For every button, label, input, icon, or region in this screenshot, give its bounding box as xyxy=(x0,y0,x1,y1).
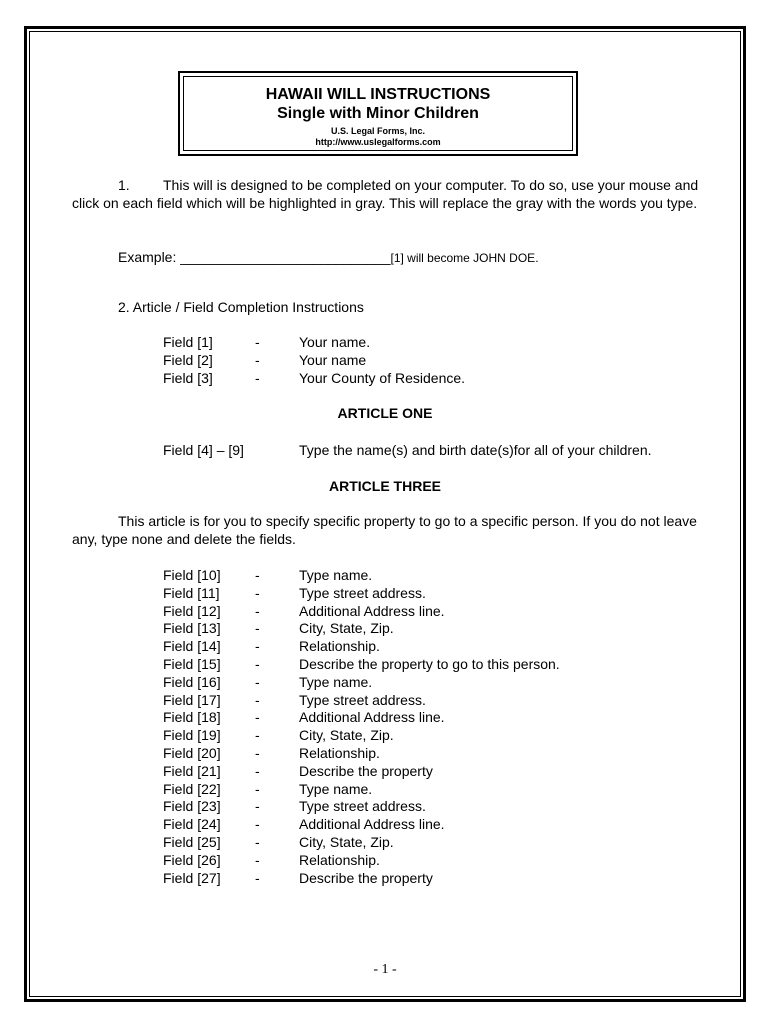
field-row xyxy=(0,638,770,656)
field-label: Field [13] xyxy=(163,620,221,637)
field-label: Field [1] xyxy=(163,334,213,350)
field-label: Field [23] xyxy=(163,798,221,815)
paragraph-text: This will is designed to be completed on your computer. To do so, use your mouse and click on each field which will be highlighted in gray. This will replace the gray with the words you type. xyxy=(72,177,699,211)
field-dash: - xyxy=(255,334,260,350)
article-three-heading: ARTICLE THREE xyxy=(329,478,441,494)
field-label: Field [16] xyxy=(163,673,221,690)
field-label: Field [17] xyxy=(163,691,221,708)
section-2-heading: 2. Article / Field Completion Instructions xyxy=(118,299,364,315)
field-description: Type name. xyxy=(299,567,373,583)
field-row xyxy=(0,620,770,638)
field-row xyxy=(0,727,770,745)
field-row xyxy=(0,603,770,621)
field-label: Field [4] – [9] xyxy=(163,442,244,458)
field-label: Field [25] xyxy=(163,834,221,850)
field-dash: - xyxy=(255,727,260,744)
field-dash: - xyxy=(255,709,260,726)
document-title: HAWAII WILL INSTRUCTIONS xyxy=(265,86,491,103)
field-row xyxy=(0,656,770,674)
page-number: - 1 - xyxy=(373,962,397,977)
field-dash: - xyxy=(255,869,260,886)
field-label: Field [12] xyxy=(163,602,221,619)
field-description: Type street address. xyxy=(299,584,426,601)
field-row xyxy=(0,334,770,352)
field-label: Field [19] xyxy=(163,727,221,744)
field-row xyxy=(0,567,770,585)
field-description: Additional Address line. xyxy=(299,709,445,726)
field-description: Describe the property to go to this person. xyxy=(299,656,560,672)
example-field: [1] will become JOHN DOE. xyxy=(390,251,539,265)
field-row xyxy=(0,352,770,370)
field-dash: - xyxy=(255,762,260,779)
field-label: Field [10] xyxy=(163,567,221,583)
field-dash: - xyxy=(255,851,260,868)
field-description: Your County of Residence. xyxy=(299,369,466,386)
field-description: Type name. xyxy=(299,780,373,797)
field-description: Describe the property xyxy=(299,762,433,779)
field-description: City, State, Zip. xyxy=(299,834,394,850)
instruction-paragraph-1 xyxy=(72,177,702,212)
field-dash: - xyxy=(255,369,260,386)
field-description: Additional Address line. xyxy=(299,602,445,619)
field-description: Type the name(s) and birth date(s)for all of your children. xyxy=(299,442,652,458)
field-label: Field [27] xyxy=(163,869,221,886)
title-box-inner xyxy=(183,76,573,151)
field-dash: - xyxy=(255,780,260,797)
field-row xyxy=(0,585,770,603)
document-subtitle: Single with Minor Children xyxy=(277,105,479,122)
field-row xyxy=(0,692,770,710)
field-row xyxy=(0,745,770,763)
field-dash: - xyxy=(255,798,260,815)
title-box xyxy=(178,71,578,156)
article-one-heading: ARTICLE ONE xyxy=(337,405,433,421)
field-label: Field [15] xyxy=(163,656,221,672)
field-label: Field [18] xyxy=(163,709,221,726)
field-label: Field [11] xyxy=(163,584,220,601)
field-dash: - xyxy=(255,602,260,619)
field-description: Relationship. xyxy=(299,745,380,761)
paragraph-number: 1. xyxy=(118,177,130,193)
field-description: Type street address. xyxy=(299,691,426,708)
example-line xyxy=(118,249,539,268)
field-row xyxy=(0,370,770,388)
field-dash: - xyxy=(255,745,260,761)
field-label: Field [20] xyxy=(163,745,221,761)
example-label: Example: ___________________________ xyxy=(118,249,391,265)
field-description: Type name. xyxy=(299,673,373,690)
field-description: Your name xyxy=(299,351,367,368)
article-one-field-row xyxy=(0,442,770,460)
field-row xyxy=(0,816,770,834)
field-dash: - xyxy=(255,673,260,690)
field-row xyxy=(0,798,770,816)
field-row xyxy=(0,709,770,727)
field-description: City, State, Zip. xyxy=(299,727,394,744)
field-label: Field [14] xyxy=(163,638,221,655)
field-description: Your name. xyxy=(299,334,371,350)
field-description: Additional Address line. xyxy=(299,816,445,833)
company-name: U.S. Legal Forms, Inc. xyxy=(330,126,426,136)
field-dash: - xyxy=(255,816,260,833)
article-three-paragraph: This article is for you to specify specific property to go to a specific person. If you do not leave any, type none and delete the fields. xyxy=(72,513,697,547)
field-dash: - xyxy=(255,834,260,850)
field-dash: - xyxy=(255,638,260,655)
field-row xyxy=(0,763,770,781)
field-description: Describe the property xyxy=(299,869,433,886)
field-dash: - xyxy=(255,691,260,708)
field-dash: - xyxy=(255,656,260,672)
company-url: http://www.uslegalforms.com xyxy=(315,137,441,147)
field-dash: - xyxy=(255,620,260,637)
field-row xyxy=(0,834,770,852)
field-dash: - xyxy=(255,584,260,601)
field-row xyxy=(0,781,770,799)
field-description: Relationship. xyxy=(299,851,380,868)
field-label: Field [24] xyxy=(163,816,221,833)
field-label: Field [3] xyxy=(163,369,213,386)
field-description: City, State, Zip. xyxy=(299,620,394,637)
field-label: Field [22] xyxy=(163,780,221,797)
field-row xyxy=(0,870,770,888)
field-row xyxy=(0,674,770,692)
field-row xyxy=(0,852,770,870)
field-description: Relationship. xyxy=(299,638,380,655)
field-dash: - xyxy=(255,567,260,583)
field-description: Type street address. xyxy=(299,798,426,815)
field-label: Field [26] xyxy=(163,851,221,868)
field-label: Field [21] xyxy=(163,762,221,779)
field-label: Field [2] xyxy=(163,351,213,368)
field-dash: - xyxy=(255,351,260,368)
